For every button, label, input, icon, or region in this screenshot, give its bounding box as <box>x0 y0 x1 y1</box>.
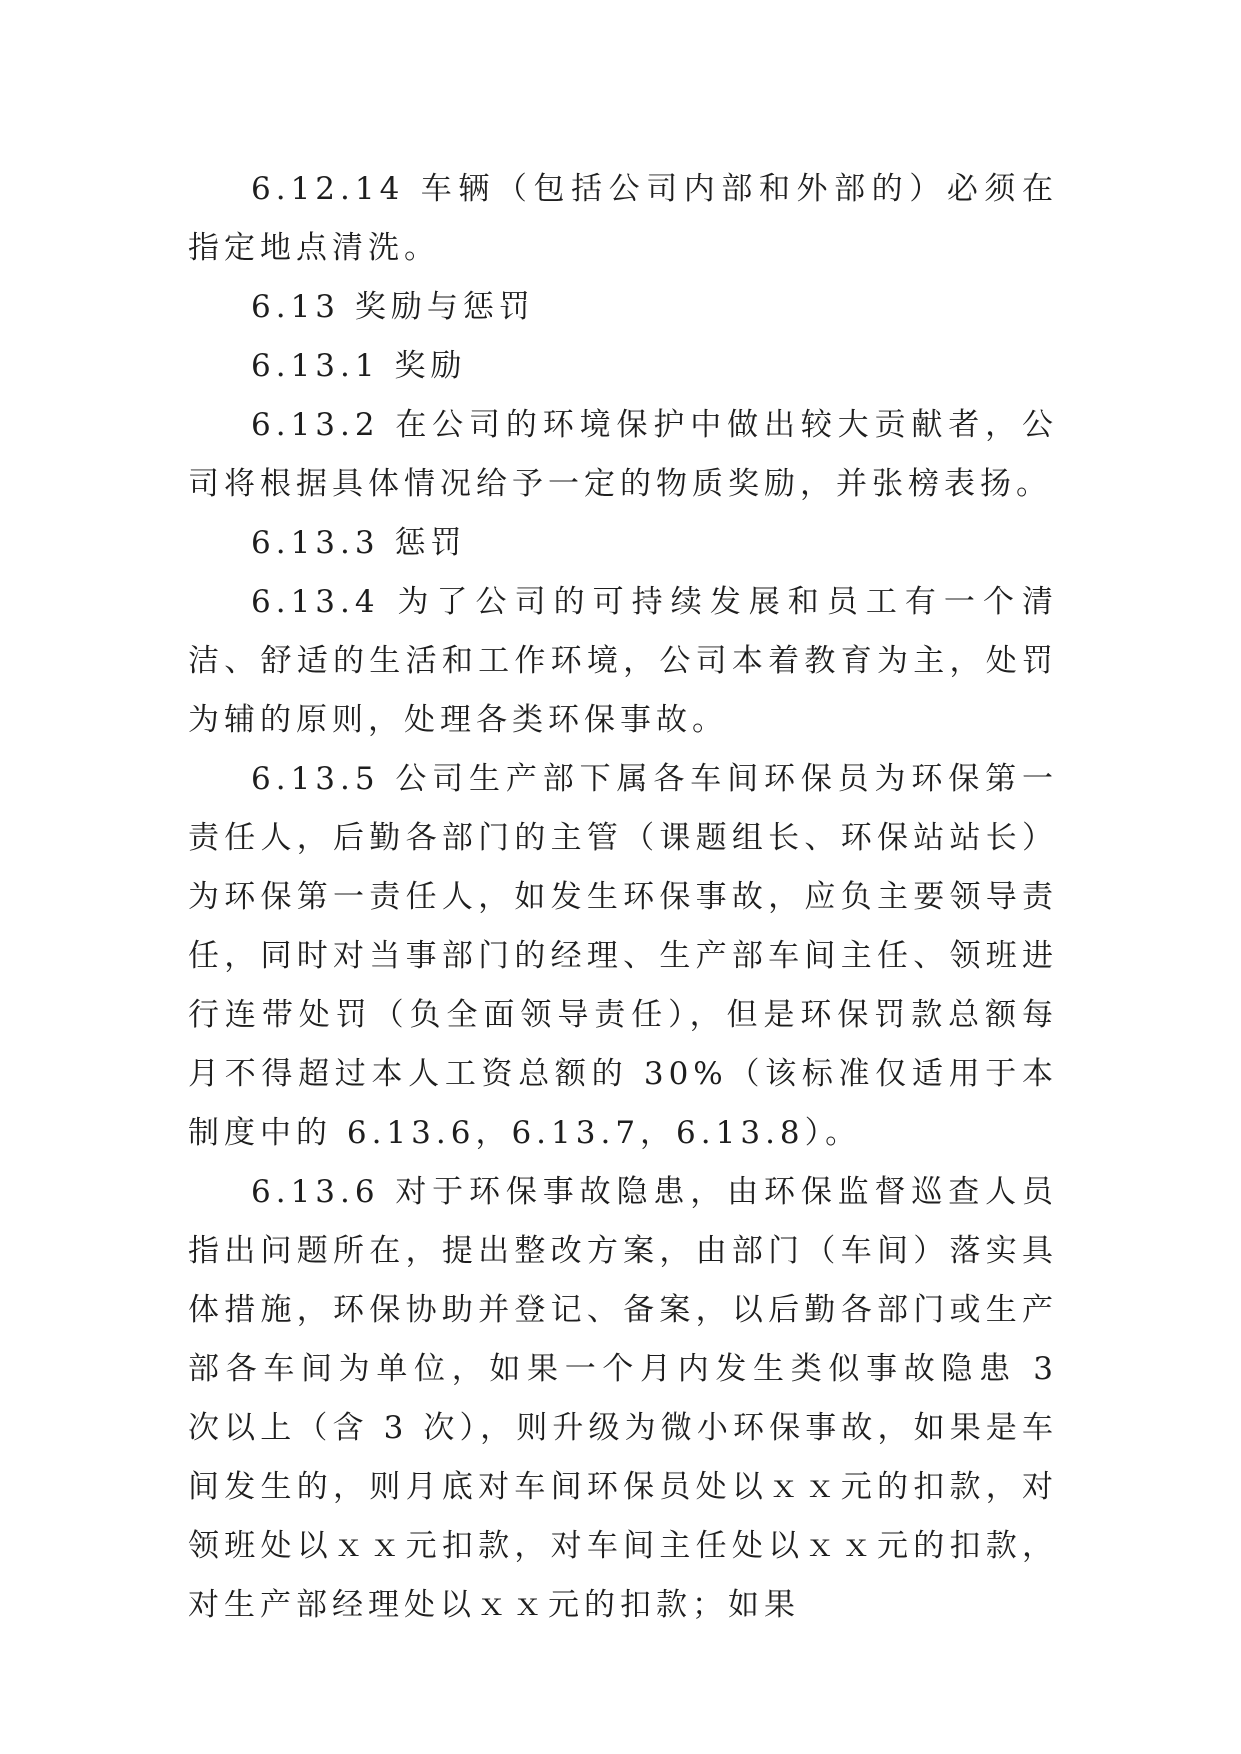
paragraph-6-13-6: 6.13.6 对于环保事故隐患，由环保监督巡查人员指出问题所在，提出整改方案，由部门（车间）落实具体措施，环保协助并登记、备案，以后勤各部门或生产部各车间为单位，如果一个月内发生类似事故隐患 3 次以上（含 3 次），则升级为微小环保事故，如果是车间发生的，则月底对车间环保员处以ｘｘ元的扣款，对领班处以ｘｘ元扣款，对车间主任处以ｘｘ元的扣款，对生产部经理处以ｘｘ元的扣款；如果 <box>188 1174 1058 1623</box>
section-heading-6-13: 6.13 奖励与惩罚 <box>251 289 535 325</box>
paragraph-6-13-5: 6.13.5 公司生产部下属各车间环保员为环保第一责任人，后勤各部门的主管（课题组长、环保站站长）为环保第一责任人，如发生环保事故，应负主要领导责任，同时对当事部门的经理、生产部车间主任、领班进行连带处罚（负全面领导责任），但是环保罚款总额每月不得超过本人工资总额的 30%（该标准仅适用于本制度中的 6.13.6，6.13.7，6.13.8）。 <box>188 761 1058 1151</box>
paragraph-6-13-2: 6.13.2 在公司的环境保护中做出较大贡献者，公司将根据具体情况给予一定的物质奖励，并张榜表扬。 <box>188 407 1058 502</box>
subsection-heading-6-13-1: 6.13.1 奖励 <box>251 348 467 384</box>
paragraph-6-13-4: 6.13.4 为了公司的可持续发展和员工有一个清洁、舒适的生活和工作环境，公司本着教育为主，处罚为辅的原则，处理各类环保事故。 <box>188 584 1058 738</box>
subsection-heading-6-13-3: 6.13.3 惩罚 <box>251 525 467 561</box>
paragraph-6-12-14: 6.12.14 车辆（包括公司内部和外部的）必须在指定地点清洗。 <box>188 171 1058 266</box>
document-body <box>188 160 1058 1635</box>
